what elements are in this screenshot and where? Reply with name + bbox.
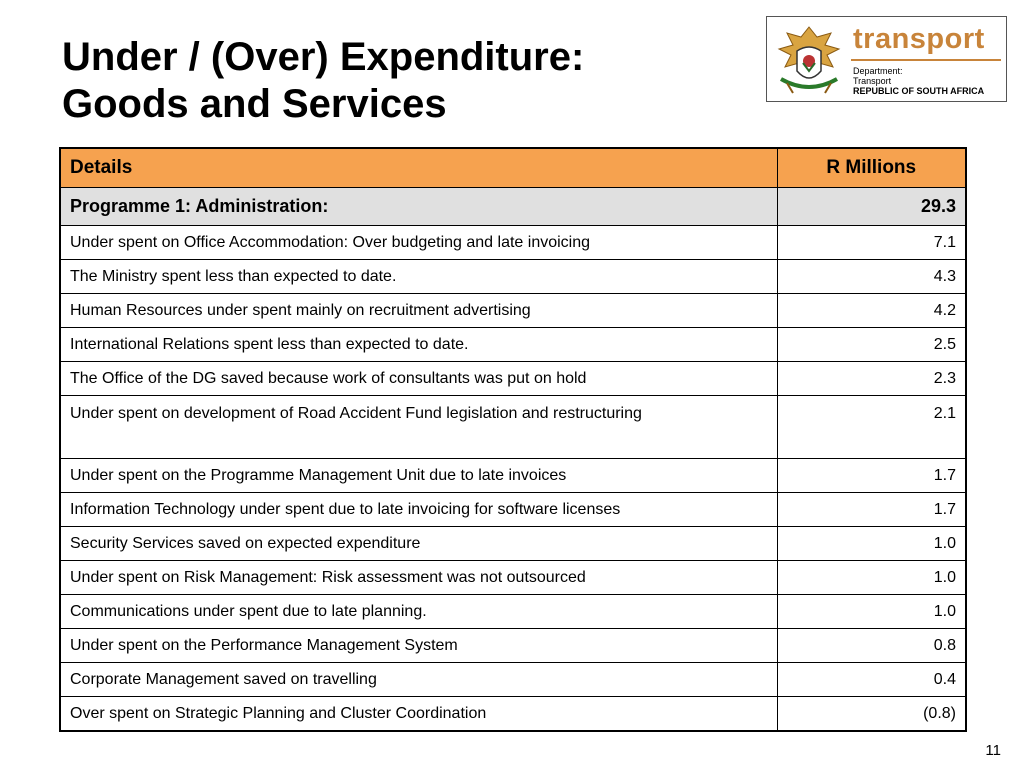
header-amount: R Millions [777, 148, 966, 188]
row-value: 7.1 [777, 226, 966, 260]
table-row [60, 459, 966, 493]
table-row [60, 561, 966, 595]
row-value: (0.8) [777, 697, 966, 732]
logo-department-label: Department: [853, 66, 903, 76]
slide-title-line-1: Under / (Over) Expenditure: [62, 35, 585, 79]
row-detail: Over spent on Strategic Planning and Cluster Coordination [60, 697, 777, 732]
table-row [60, 663, 966, 697]
table-row [60, 595, 966, 629]
page-number: 11 [985, 742, 1001, 759]
department-logo [766, 16, 1007, 102]
expenditure-table [59, 147, 967, 732]
row-detail: Under spent on the Programme Management Unit due to late invoices [60, 459, 777, 493]
row-value: 1.0 [777, 561, 966, 595]
row-detail: International Relations spent less than expected to date. [60, 328, 777, 362]
row-value: 0.8 [777, 629, 966, 663]
table-row [60, 396, 966, 459]
row-detail: The Ministry spent less than expected to date. [60, 260, 777, 294]
table-row [60, 362, 966, 396]
row-value: 1.7 [777, 493, 966, 527]
row-value: 2.5 [777, 328, 966, 362]
programme-value: 29.3 [777, 188, 966, 226]
row-value: 1.7 [777, 459, 966, 493]
programme-row [60, 188, 966, 226]
row-detail: Under spent on Risk Management: Risk assessment was not outsourced [60, 561, 777, 595]
row-detail: Under spent on development of Road Accident Fund legislation and restructuring [60, 396, 777, 459]
table-row [60, 294, 966, 328]
row-detail: Communications under spent due to late planning. [60, 595, 777, 629]
programme-label: Programme 1: Administration: [60, 188, 777, 226]
row-detail: Under spent on the Performance Management System [60, 629, 777, 663]
logo-divider [851, 59, 1001, 61]
row-detail: Information Technology under spent due to late invoicing for software licenses [60, 493, 777, 527]
row-detail: Human Resources under spent mainly on recruitment advertising [60, 294, 777, 328]
logo-department-name: Transport [853, 76, 892, 86]
table-row [60, 328, 966, 362]
row-detail: The Office of the DG saved because work of consultants was put on hold [60, 362, 777, 396]
row-detail: Corporate Management saved on travelling [60, 663, 777, 697]
row-value: 1.0 [777, 527, 966, 561]
table-header-row [60, 148, 966, 188]
logo-wordmark: transport [853, 23, 985, 55]
header-details: Details [60, 148, 777, 188]
table-row [60, 697, 966, 732]
table-row [60, 527, 966, 561]
coat-of-arms-icon [773, 23, 845, 97]
row-value: 4.2 [777, 294, 966, 328]
row-value: 0.4 [777, 663, 966, 697]
row-value: 4.3 [777, 260, 966, 294]
table-row [60, 260, 966, 294]
row-detail: Security Services saved on expected expenditure [60, 527, 777, 561]
slide-title [62, 34, 742, 128]
slide-title-line-2: Goods and Services [62, 82, 447, 126]
row-value: 2.1 [777, 396, 966, 459]
logo-country: REPUBLIC OF SOUTH AFRICA [853, 86, 985, 96]
row-value: 2.3 [777, 362, 966, 396]
row-value: 1.0 [777, 595, 966, 629]
table-row [60, 629, 966, 663]
table-row [60, 226, 966, 260]
row-detail: Under spent on Office Accommodation: Over budgeting and late invoicing [60, 226, 777, 260]
table-row [60, 493, 966, 527]
